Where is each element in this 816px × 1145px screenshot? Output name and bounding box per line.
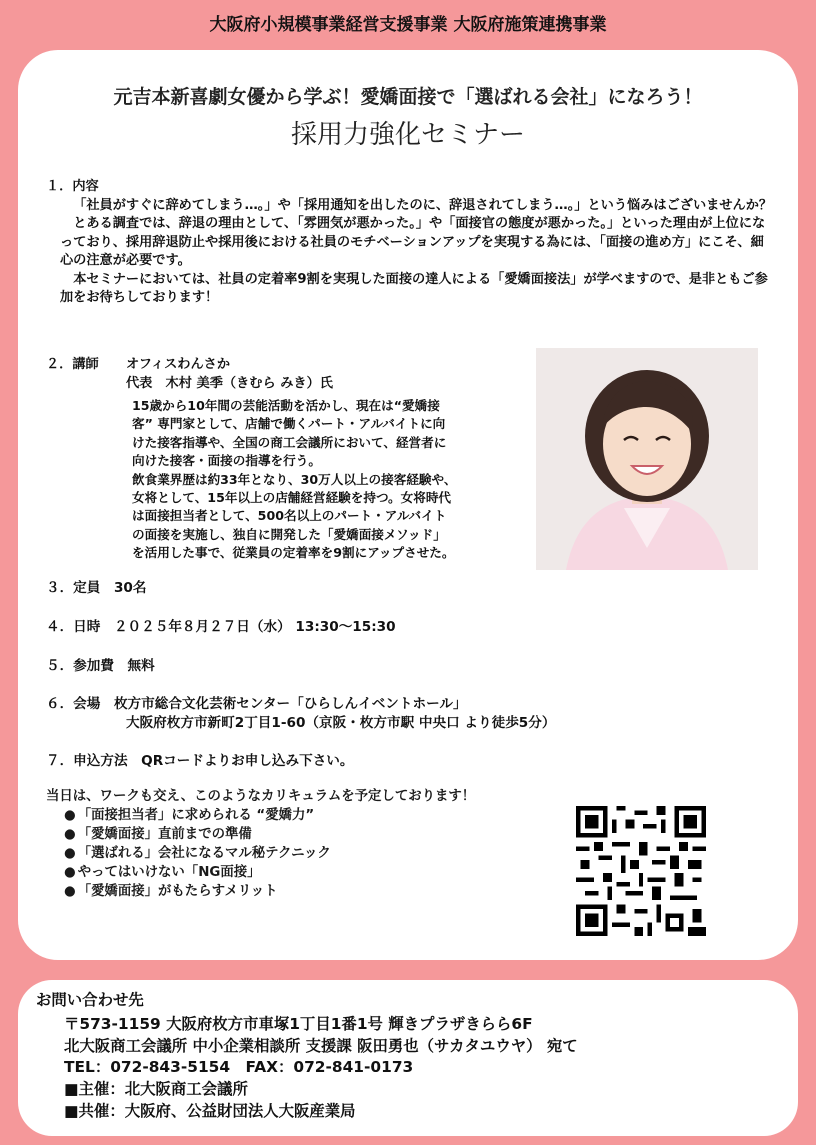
bio-line: けた接客指導や、全国の商工会議所において、経営者に [132,434,447,450]
curriculum-item: ● 「面接担当者」に求められる “愛嬌力” [64,806,475,825]
section-venue: ６．会場 枚方市総合文化芸術センター「ひらしんイベントホール」 [46,696,467,712]
curriculum-item: ● 「愛嬌面接」直前までの準備 [64,825,475,844]
content-paragraph: 「社員がすぐに辞めてしまう…。」や「採用通知を出したのに、辞退されてしまう…。」という悩みはございませんか？ [73,197,773,213]
seminar-title: 採用力強化セミナー [290,120,525,150]
bio-line: の面接を実施し、独自に開発した「愛嬌面接メソッド」 [132,526,446,542]
program-header: 大阪府小規模事業経営支援事業 大阪府施策連携事業 [209,15,607,35]
curriculum-item: ● 「愛嬌面接」がもたらすメリット [64,882,475,901]
bio-line: を活用した事で、従業員の定着率を9割にアップさせた。 [132,545,455,561]
lecturer-name: 代表 木村 美季（きむら みき）氏 [126,375,333,391]
section-lecturer-heading: ２．講師 [46,357,99,372]
section-content [46,178,776,308]
bio-line: 飲食業界歴は約33年となり、30万人以上の接客経験や、 [132,471,457,487]
contact-address: 〒573-1159 大阪府枚方市車塚1丁目1番1号 輝きプラザきらら6F [64,1015,533,1033]
contact-heading: お問い合わせ先 [36,991,144,1009]
co-host: ■共催：大阪府、公益財団法人大阪産業局 [64,1101,356,1120]
content-paragraph: 本セミナーにおいては、社員の定着率9割を実現した面接の達人による「愛嬌面接法」が学べますので、是非ともご参加をお待ちしております！ [60,271,768,305]
content-paragraph: とある調査では、辞退の理由として、「雰囲気が悪かった。」や「面接官の態度が悪かった。」といった理由が上位になっており、採用辞退防止や採用後における社員のモチベーションアップを実現する為には、「面接の進め方」にこそ、細心の注意が必要です。 [60,216,766,268]
bio-line: は面接担当者として、500名以上のパート・アルバイト [132,508,447,524]
section-datetime: ４．日時 ２０２５年８月２７日（水） 13:30～15:30 [46,619,396,635]
curriculum-item: ● やってはいけない「NG面接」 [64,863,475,882]
bio-line: 客” 専門家として、店舗で働くパート・アルバイトに向 [132,416,446,432]
curriculum-intro: 当日は、ワークも交え、このようなカリキュラムを予定しております！ [46,789,476,804]
lecturer-bio [46,397,546,563]
curriculum [46,787,475,901]
venue-address: 大阪府枚方市新町2丁目1-60（京阪・枚方市駅 中央口 より徒歩5分） [126,715,556,731]
section-fee: ５．参加費 無料 [46,658,155,674]
contact-office: 北大阪商工会議所 中小企業相談所 支援課 阪田勇也（サカタユウヤ） 宛て [64,1036,578,1055]
bio-line: 向けた接客・面接の指導を行う。 [132,453,321,469]
section-content-heading: １．内容 [46,179,99,194]
contact-card [18,980,798,1136]
lecturer-photo [536,348,758,570]
seminar-card [18,50,798,960]
section-lecturer [46,356,546,563]
organizer: ■主催：北大阪商工会議所 [64,1080,248,1098]
contact-phone: TEL：072-843-5154 FAX：072-841-0173 [64,1058,414,1076]
subtitle: 元吉本新喜劇女優から学ぶ！愛嬌面接で「選ばれる会社」になろう！ [113,86,703,108]
section-application: ７．申込方法 QRコードよりお申し込み下さい。 [46,753,354,769]
bio-line: 15歳から10年間の芸能活動を活かし、現在は“愛嬌接 [132,398,440,413]
bio-line: 女将として、15年以上の店舗経営経験を持つ。女将時代 [132,490,452,506]
lecturer-company: オフィスわんさか [126,357,231,372]
qr-code[interactable] [576,806,706,936]
curriculum-item: ● 「選ばれる」会社になるマル秘テクニック [64,844,475,863]
section-capacity: ３．定員 30名 [46,580,147,596]
